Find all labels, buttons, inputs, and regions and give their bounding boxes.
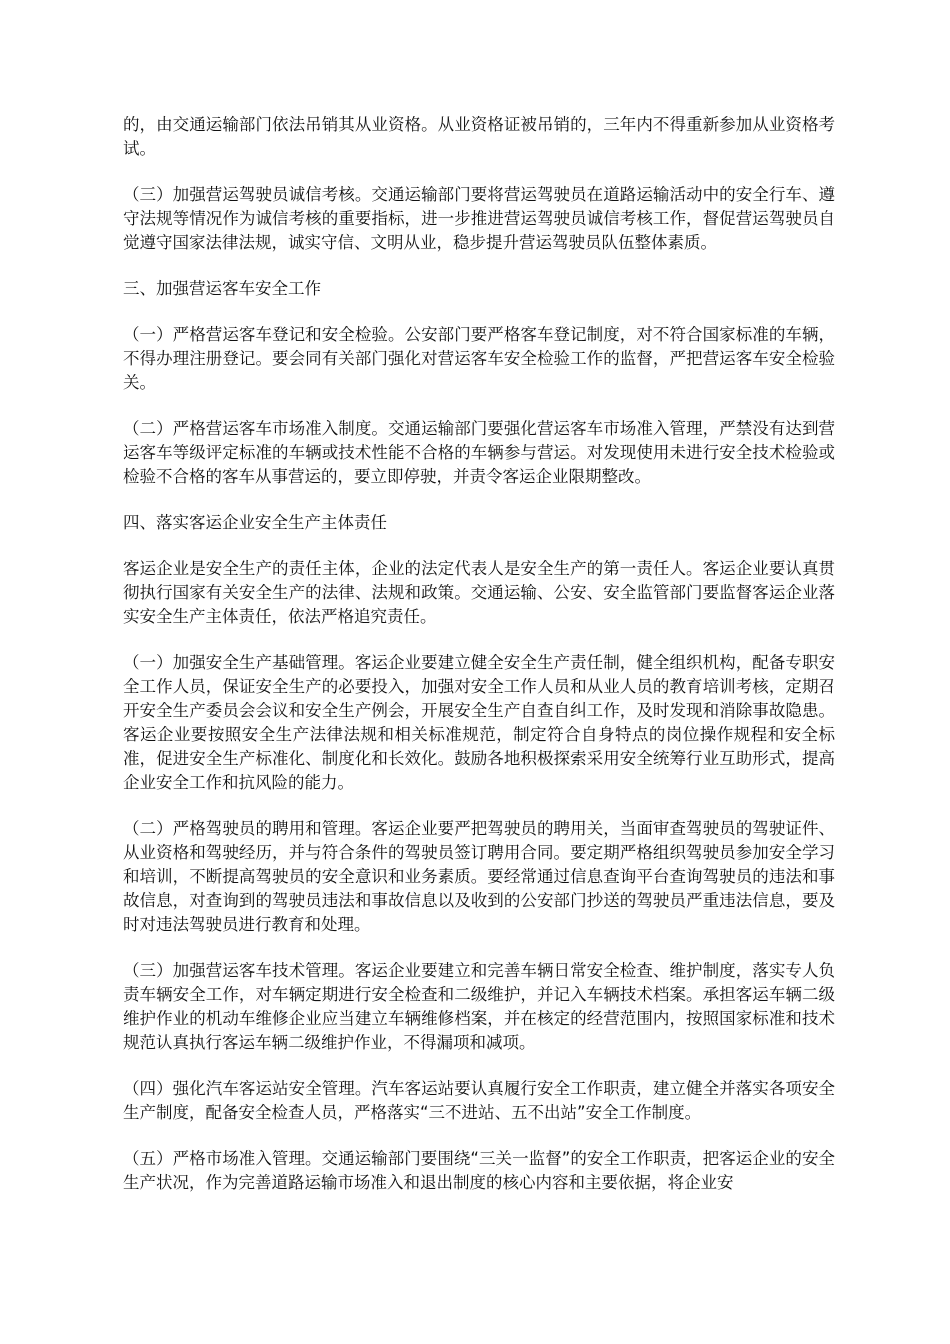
paragraph: （二）严格驾驶员的聘用和管理。客运企业要严把驾驶员的聘用关，当面审查驾驶员的驾驶证件、从业资格和驾驶经历，并与符合条件的驾驶员签订聘用合同。要定期严格组织驾驶员参加安全学习和培训，不断提高驾驶员的安全意识和业务素质。要经常通过信息查询平台查询驾驶员的违法和事故信息，对查询到的驾驶员违法和事故信息以及收到的公安部门抄送的驾驶员严重违法信息，要及时对违法驾驶员进行教育和处理。: [123, 819, 835, 934]
paragraph: （三）加强营运客车技术管理。客运企业要建立和完善车辆日常安全检查、维护制度，落实专人负责车辆安全工作，对车辆定期进行安全检查和二级维护，并记入车辆技术档案。承担客运车辆二级维护作业的机动车维修企业应当建立车辆维修档案，并在核定的经营范围内，按照国家标准和技术规范认真执行客运车辆二级维护作业，不得漏项和减项。: [123, 961, 835, 1052]
paragraph: （二）严格营运客车市场准入制度。交通运输部门要强化营运客车市场准入管理，严禁没有达到营运客车等级评定标准的车辆或技术性能不合格的车辆参与营运。对发现使用未进行安全技术检验或检验不合格的客车从事营运的，要立即停驶，并责令客运企业限期整改。: [123, 419, 835, 486]
section-heading: 四、落实客运企业安全生产主体责任: [123, 513, 387, 532]
paragraph: （一）加强安全生产基础管理。客运企业要建立健全安全生产责任制，健全组织机构，配备专职安全工作人员，保证安全生产的必要投入，加强对安全工作人员和从业人员的教育培训考核，定期召开安全生产委员会会议和安全生产例会，开展安全生产自查自纠工作，及时发现和消除事故隐患。客运企业要按照安全生产法律法规和相关标准规范，制定符合自身特点的岗位操作规程和安全标准，促进安全生产标准化、制度化和长效化。鼓励各地积极探索采用安全统筹行业互助形式，提高企业安全工作和抗风险的能力。: [123, 653, 835, 792]
paragraph: （五）严格市场准入管理。交通运输部门要围绕“三关一监督”的安全工作职责，把客运企业的安全生产状况，作为完善道路运输市场准入和退出制度的核心内容和主要依据，将企业安: [123, 1149, 835, 1192]
paragraph: （一）严格营运客车登记和安全检验。公安部门要严格客车登记制度，对不符合国家标准的车辆，不得办理注册登记。要会同有关部门强化对营运客车安全检验工作的监督，严把营运客车安全检验关。: [123, 325, 835, 392]
paragraph: 的，由交通运输部门依法吊销其从业资格。从业资格证被吊销的，三年内不得重新参加从业资格考试。: [123, 115, 835, 158]
document-body: [123, 113, 835, 1217]
paragraph: 客运企业是安全生产的责任主体，企业的法定代表人是安全生产的第一责任人。客运企业要认真贯彻执行国家有关安全生产的法律、法规和政策。交通运输、公安、安全监管部门要监督客运企业落实安全生产主体责任，依法严格追究责任。: [123, 559, 835, 626]
section-heading: 三、加强营运客车安全工作: [123, 279, 321, 298]
paragraph: （四）强化汽车客运站安全管理。汽车客运站要认真履行安全工作职责，建立健全并落实各项安全生产制度，配备安全检查人员，严格落实“三不进站、五不出站”安全工作制度。: [123, 1079, 835, 1122]
paragraph: （三）加强营运驾驶员诚信考核。交通运输部门要将营运驾驶员在道路运输活动中的安全行车、遵守法规等情况作为诚信考核的重要指标，进一步推进营运驾驶员诚信考核工作，督促营运驾驶员自觉遵守国家法律法规，诚实守信、文明从业，稳步提升营运驾驶员队伍整体素质。: [123, 185, 835, 252]
